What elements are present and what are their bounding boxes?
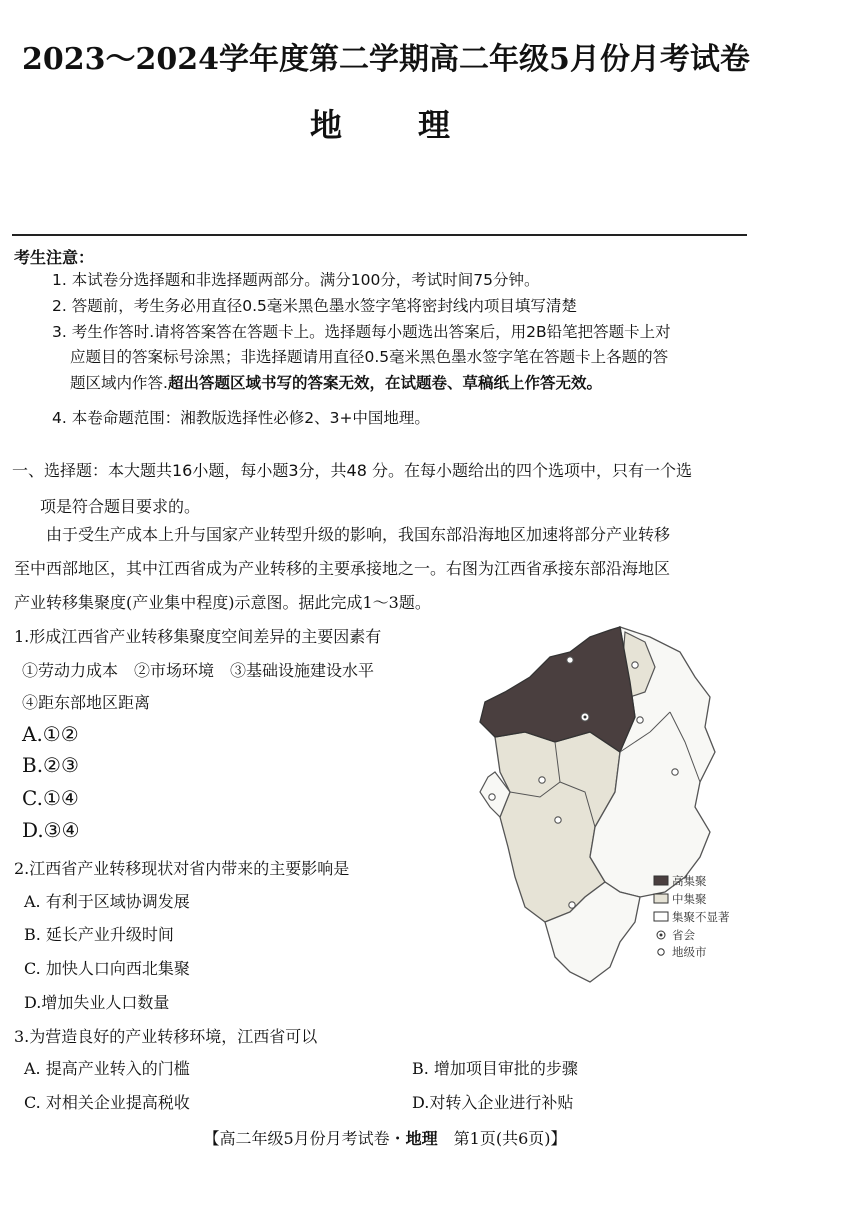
- notice-item-3-end: [70, 370, 770, 396]
- q1-option-c[interactable]: C.①④: [22, 786, 79, 810]
- section-line-1: 一、选择题：本大题共16小题，每小题3分，共48 分。在每小题给出的四个选项中，只有一个选: [12, 461, 692, 480]
- q3-option-b[interactable]: B. 增加项目审批的步骤: [412, 1059, 578, 1078]
- q1-factors-2: ④距东部地区距离: [22, 693, 151, 712]
- q2-option-b[interactable]: B. 延长产业升级时间: [24, 925, 174, 944]
- notice-item-3: 3. 考生作答时.请将答案答在答题卡上。选择题每小题选出答案后，用2B铅笔把答题卡上对: [52, 323, 671, 341]
- q1-option-a[interactable]: A.①②: [22, 722, 79, 746]
- section-heading: [12, 453, 752, 525]
- exam-title: 2023～2024学年度第二学期高二年级5月份月考试卷: [22, 42, 750, 77]
- legend-capital: 省会: [672, 928, 695, 942]
- footer-right: 第1页(共6页)】: [437, 1129, 567, 1148]
- map-region-high: [480, 627, 635, 752]
- passage-line-1: 由于受生产成本上升与国家产业转型升级的影响，我国东部沿海地区加速将部分产业转移: [46, 525, 671, 544]
- subject-char-2: 理: [418, 106, 451, 144]
- q3-option-c[interactable]: C. 对相关企业提高税收: [24, 1093, 190, 1112]
- q2-option-c[interactable]: C. 加快人口向西北集聚: [24, 959, 190, 978]
- header-rule: [12, 234, 747, 236]
- page-footer: [0, 1126, 770, 1149]
- q3-stem: 3.为营造良好的产业转移环境，江西省可以: [14, 1027, 318, 1046]
- q1-factors-1: ①劳动力成本 ②市场环境 ③基础设施建设水平: [22, 661, 375, 680]
- q1-stem: 1.形成江西省产业转移集聚度空间差异的主要因素有: [14, 627, 382, 646]
- section-line-2: 项是符合题目要求的。: [40, 497, 201, 516]
- passage-line-2: 至中西部地区，其中江西省成为产业转移的主要承接地之一。右图为江西省承接东部沿海地区: [14, 559, 671, 578]
- notice-heading: 考生注意：: [14, 248, 95, 267]
- passage-line-3: 产业转移集聚度(产业集中程度)示意图。据此完成1～3题。: [14, 593, 431, 612]
- legend-high: 高集聚: [672, 874, 707, 888]
- q3-option-d[interactable]: D.对转入企业进行补贴: [412, 1093, 574, 1112]
- q2-option-a[interactable]: A. 有利于区域协调发展: [24, 892, 190, 911]
- legend-city: 地级市: [672, 945, 707, 959]
- q2-stem: 2.江西省产业转移现状对省内带来的主要影响是: [14, 859, 350, 878]
- q1-option-d[interactable]: D.③④: [22, 818, 80, 842]
- notice-warning: 超出答题区域书写的答案无效，在试题卷、草稿纸上作答无效。: [167, 374, 602, 392]
- notice-item-1: 1. 本试卷分选择题和非选择题两部分。满分100分，考试时间75分钟。: [52, 271, 540, 289]
- footer-subject: 地理: [405, 1129, 438, 1148]
- q1-option-b[interactable]: B.②③: [22, 753, 79, 777]
- subject-char-1: 地: [309, 106, 342, 144]
- subject-title: [0, 100, 760, 146]
- footer-left: 【高二年级5月份月考试卷・: [203, 1129, 406, 1148]
- legend-low: 集聚不显著: [672, 910, 730, 924]
- notice-item-3-end-text: 题区域内作答.: [70, 374, 168, 392]
- q3-option-a[interactable]: A. 提高产业转入的门槛: [24, 1059, 190, 1078]
- notice-item-4: 4. 本卷命题范围：湘教版选择性必修2、3+中国地理。: [52, 409, 430, 427]
- notice-item-2: 2. 答题前，考生务必用直径0.5毫米黑色墨水签字笔将密封线内项目填写清楚: [52, 297, 577, 315]
- legend-mid: 中集聚: [672, 892, 707, 906]
- q2-option-d[interactable]: D.增加失业人口数量: [24, 993, 170, 1012]
- jiangxi-map: [470, 622, 745, 992]
- notice-item-3-cont: 应题目的答案标号涂黑；非选择题请用直径0.5毫米黑色墨水签字笔在答题卡上各题的答: [70, 348, 669, 366]
